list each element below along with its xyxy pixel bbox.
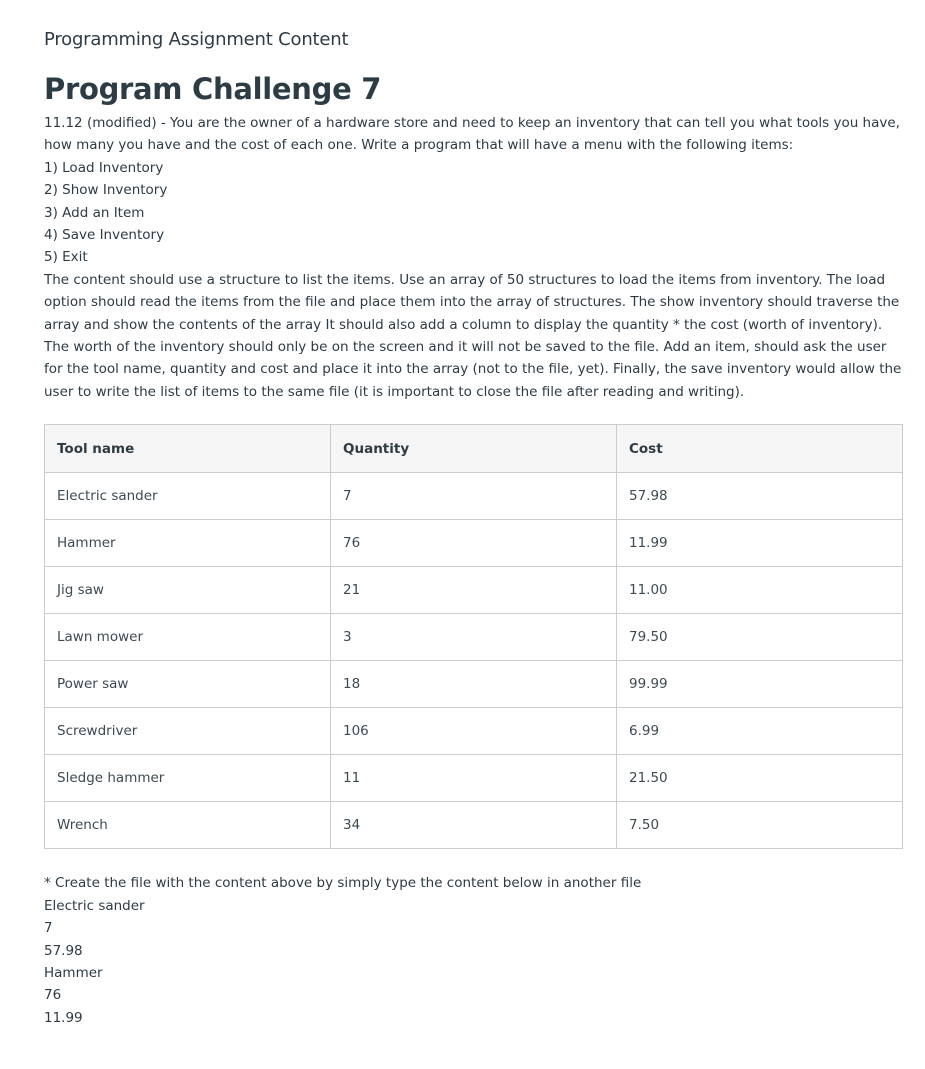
file-line: 11.99	[44, 1009, 83, 1026]
table-row	[45, 802, 903, 849]
quantity-cell: 11	[331, 755, 617, 802]
cost-cell: 6.99	[617, 708, 903, 755]
quantity-cell: 34	[331, 802, 617, 849]
table-row	[45, 567, 903, 614]
column-header-tool-name: Tool name	[45, 425, 331, 473]
table-row	[45, 473, 903, 520]
file-line: Electric sander	[44, 897, 145, 914]
cost-cell: 7.50	[617, 802, 903, 849]
table-header-row	[45, 425, 903, 473]
cost-cell: 11.99	[617, 520, 903, 567]
quantity-cell: 3	[331, 614, 617, 661]
table-row	[45, 661, 903, 708]
header-title: Programming Assignment Content	[44, 29, 349, 50]
quantity-cell: 7	[331, 473, 617, 520]
menu-item-save: 4) Save Inventory	[44, 227, 165, 244]
cost-cell: 11.00	[617, 567, 903, 614]
tool-name-cell: Wrench	[45, 802, 331, 849]
file-line: 7	[44, 920, 53, 937]
menu-item-add: 3) Add an Item	[44, 204, 145, 221]
quantity-cell: 21	[331, 567, 617, 614]
file-line: 57.98	[44, 942, 83, 959]
tool-name-cell: Jig saw	[45, 567, 331, 614]
table-row	[45, 520, 903, 567]
cost-cell: 99.99	[617, 661, 903, 708]
column-header-quantity: Quantity	[331, 425, 617, 473]
table-row	[45, 708, 903, 755]
table-row	[45, 755, 903, 802]
intro-paragraph: 11.12 (modified) - You are the owner of a hardware store and need to keep an inventory that can tell you what tools you have, how many you have and the cost of each one. Write a program that will have a menu with the following items:	[44, 115, 900, 154]
cost-cell: 79.50	[617, 614, 903, 661]
tool-name-cell: Lawn mower	[45, 614, 331, 661]
file-line: 76	[44, 987, 62, 1004]
quantity-cell: 106	[331, 708, 617, 755]
assignment-description	[44, 112, 902, 403]
file-line: Hammer	[44, 964, 103, 981]
table-row	[45, 614, 903, 661]
quantity-cell: 76	[331, 520, 617, 567]
tool-name-cell: Power saw	[45, 661, 331, 708]
file-note: * Create the file with the content above by simply type the content below in another file	[44, 875, 642, 892]
tool-name-cell: Electric sander	[45, 473, 331, 520]
menu-item-show: 2) Show Inventory	[44, 182, 168, 199]
file-instructions	[44, 872, 903, 1029]
tool-name-cell: Sledge hammer	[45, 755, 331, 802]
tool-name-cell: Screwdriver	[45, 708, 331, 755]
quantity-cell: 18	[331, 661, 617, 708]
cost-cell: 57.98	[617, 473, 903, 520]
menu-item-load: 1) Load Inventory	[44, 159, 164, 176]
page-title: Program Challenge 7	[44, 72, 382, 106]
inventory-table	[44, 424, 903, 849]
requirements-paragraph: The content should use a structure to list the items. Use an array of 50 structures to load the items from inventory. The load option should read the items from the file and place them into the array of structures. The show inventory should traverse the array and show the contents of the array It should also add a column to display the quantity * the cost (worth of inventory). The worth of the inventory should only be on the screen and it will not be saved to the file. Add an item, should ask the user for the tool name, quantity and cost and place it into the array (not to the file, yet). Finally, the save inventory would allow the user to write the list of items to the same file (it is important to close the file after reading and writing).	[44, 271, 902, 400]
menu-item-exit: 5) Exit	[44, 249, 88, 266]
column-header-cost: Cost	[617, 425, 903, 473]
tool-name-cell: Hammer	[45, 520, 331, 567]
cost-cell: 21.50	[617, 755, 903, 802]
